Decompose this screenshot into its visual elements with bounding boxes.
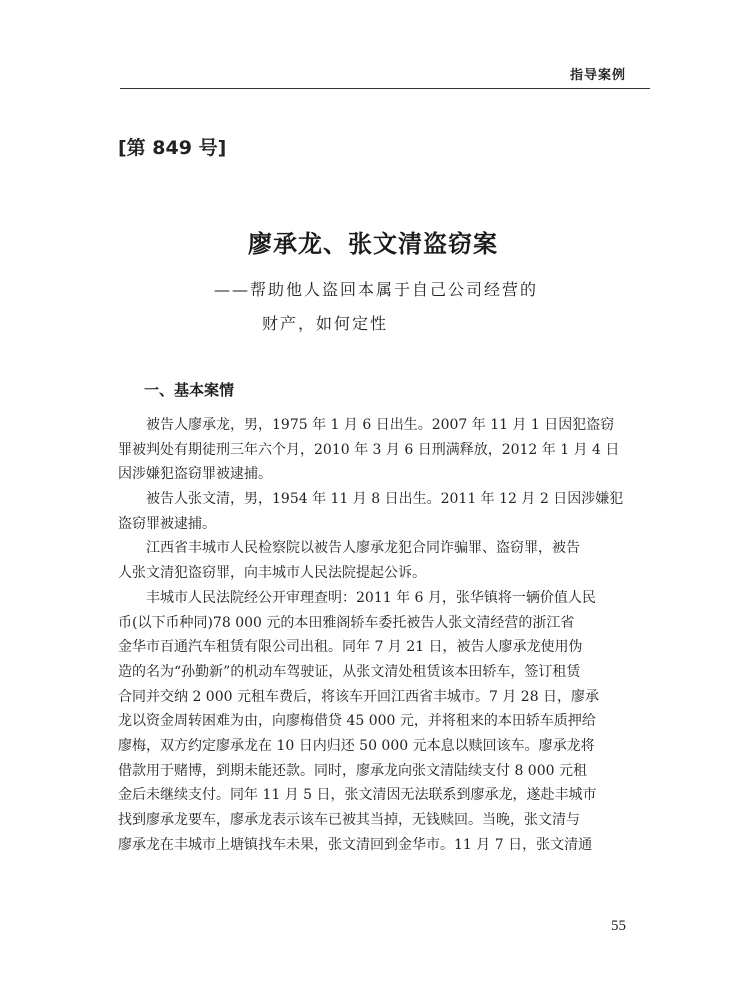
body-line: 丰城市人民法院经公开审理查明：2011 年 6 月，张华镇将一辆价值人民 <box>146 589 596 606</box>
body-line: 盗窃罪被逮捕。 <box>118 515 216 532</box>
body-line: 合同并交纳 2 000 元租车费后，将该车开回江西省丰城市。7 月 28 日，廖承 <box>118 688 600 705</box>
header-rule <box>120 88 650 89</box>
case-number: [第 849 号] <box>118 137 227 159</box>
body-line: 金后未继续支付。同年 11 月 5 日，张文清因无法联系到廖承龙，遂赴丰城市 <box>118 787 597 804</box>
case-subtitle-line-1: ——帮助他人盗回本属于自己公司经营的 <box>214 280 539 299</box>
section-heading: 一、基本案情 <box>144 381 235 399</box>
body-line: 被告人廖承龙，男，1975 年 1 月 6 日出生。2007 年 11 月 1 日因犯盗窃 <box>146 417 615 433</box>
body-line: 造的名为“孙勤新”的机动车驾驶证，从张文清处租赁该本田轿车，签订租赁 <box>118 663 581 680</box>
body-line: 借款用于赌博，到期未能还款。同时，廖承龙向张文清陆续支付 8 000 元租 <box>118 762 587 779</box>
case-subtitle-line-2: 财产，如何定性 <box>262 314 389 333</box>
body-line: 江西省丰城市人民检察院以被告人廖承龙犯合同诈骗罪、盗窃罪，被告 <box>146 540 580 557</box>
body-line: 廖梅，双方约定廖承龙在 10 日内归还 50 000 元本息以赎回该车。廖承龙将 <box>118 737 595 754</box>
body-line: 被告人张文清，男，1954 年 11 月 8 日出生。2011 年 12 月 2 日因涉嫌犯 <box>146 491 624 508</box>
body-line: 找到廖承龙要车，廖承龙表示该车已被其当掉，无钱赎回。当晚，张文清与 <box>118 812 580 828</box>
body-line: 人张文清犯盗窃罪，向丰城市人民法院提起公诉。 <box>118 565 426 582</box>
body-line: 因涉嫌犯盗窃罪被逮捕。 <box>118 466 272 483</box>
page-number: 55 <box>611 918 626 934</box>
body-line: 金华市百通汽车租赁有限公司出租。同年 7 月 21 日，被告人廖承龙使用伪 <box>118 639 583 656</box>
running-header: 指导案例 <box>569 68 626 83</box>
body-line: 罪被判处有期徒刑三年六个月，2010 年 3 月 6 日刑满释放，2012 年 1 月 4 日 <box>118 441 620 458</box>
body-text <box>118 413 648 857</box>
body-line: 币(以下币种同)78 000 元的本田雅阁轿车委托被告人张文清经营的浙江省 <box>118 614 575 631</box>
body-line: 龙以资金周转困难为由，向廖梅借贷 45 000 元，并将租来的本田轿车质押给 <box>118 713 596 730</box>
case-title: 廖承龙、张文清盗窃案 <box>248 229 498 258</box>
body-line: 廖承龙在丰城市上塘镇找车未果，张文清回到金华市。11 月 7 日，张文清通 <box>118 836 593 853</box>
